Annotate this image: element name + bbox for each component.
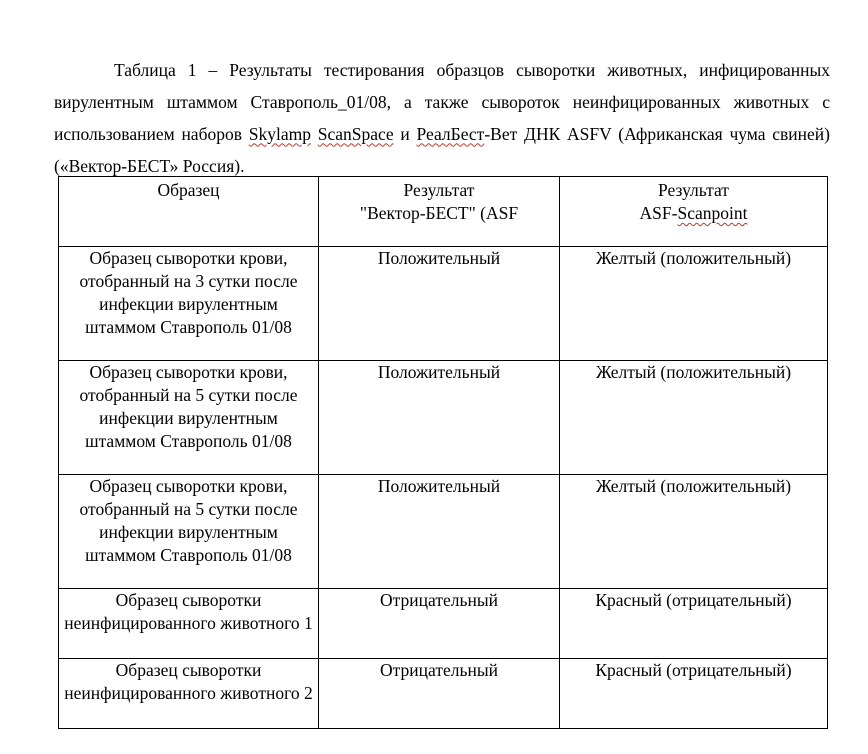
caption-text-start: Таблица 1 – Результаты тестирования образцов сыворотки животных, инфицированных вирулентным штаммом Ставрополь_01/08, а также сывороток неинфицированных животных с использованием наборов xyxy=(54,59,830,144)
cell-sample: Образец сыворотки неинфицированного животного 2 xyxy=(59,659,319,729)
table-row xyxy=(59,475,828,589)
cell-sample: Образец сыворотки крови, отобранный на 5 сутки после инфекции вирулентным штаммом Ставрополь 01/08 xyxy=(59,361,319,475)
caption-term-skylamp: Skylamp xyxy=(248,123,311,144)
cell-asf-result: Желтый (положительный) xyxy=(560,475,828,589)
table-row xyxy=(59,589,828,659)
cell-asf-result: Красный (отрицательный) xyxy=(560,659,828,729)
header-sample-label: Образец xyxy=(157,180,220,200)
header-vector-line1: Результат xyxy=(403,180,475,200)
header-vector-line2: "Вектор-БЕСТ" (ASF xyxy=(359,203,519,223)
table-row xyxy=(59,659,828,729)
cell-vector-result: Отрицательный xyxy=(319,589,560,659)
caption-term-scanspace: ScanSpace xyxy=(317,123,394,144)
cell-vector-result: Отрицательный xyxy=(319,659,560,729)
cell-sample: Образец сыворотки крови, отобранный на 5 сутки после инфекции вирулентным штаммом Ставрополь 01/08 xyxy=(59,475,319,589)
cell-vector-result: Положительный xyxy=(319,361,560,475)
cell-vector-result: Положительный xyxy=(319,475,560,589)
cell-asf-result: Красный (отрицательный) xyxy=(560,589,828,659)
cell-vector-result: Положительный xyxy=(319,247,560,361)
header-asf-scanpoint xyxy=(560,177,828,247)
header-asf-line1: Результат xyxy=(658,180,729,200)
table-row xyxy=(59,361,828,475)
cell-asf-result: Желтый (положительный) xyxy=(560,247,828,361)
cell-sample: Образец сыворотки неинфицированного животного 1 xyxy=(59,589,319,659)
table-header-row xyxy=(59,177,828,247)
header-sample xyxy=(59,177,319,247)
header-vector-best xyxy=(319,177,560,247)
cell-asf-result: Желтый (положительный) xyxy=(560,361,828,475)
table-caption xyxy=(54,54,830,182)
header-asf-prefix: ASF- xyxy=(639,203,678,223)
header-asf-word: Scanpoint xyxy=(677,203,748,223)
results-table xyxy=(58,176,828,729)
table-row xyxy=(59,247,828,361)
cell-sample: Образец сыворотки крови, отобранный на 3 сутки после инфекции вирулентным штаммом Ставрополь 01/08 xyxy=(59,247,319,361)
caption-space xyxy=(311,124,318,144)
caption-text-end: -Вет ДНК ASFV (Африканская чума свиней) («Вектор-БЕСТ» Россия). xyxy=(54,123,830,176)
caption-term-realbest: РеалБест xyxy=(416,123,485,144)
caption-conjunction: и xyxy=(393,123,417,144)
